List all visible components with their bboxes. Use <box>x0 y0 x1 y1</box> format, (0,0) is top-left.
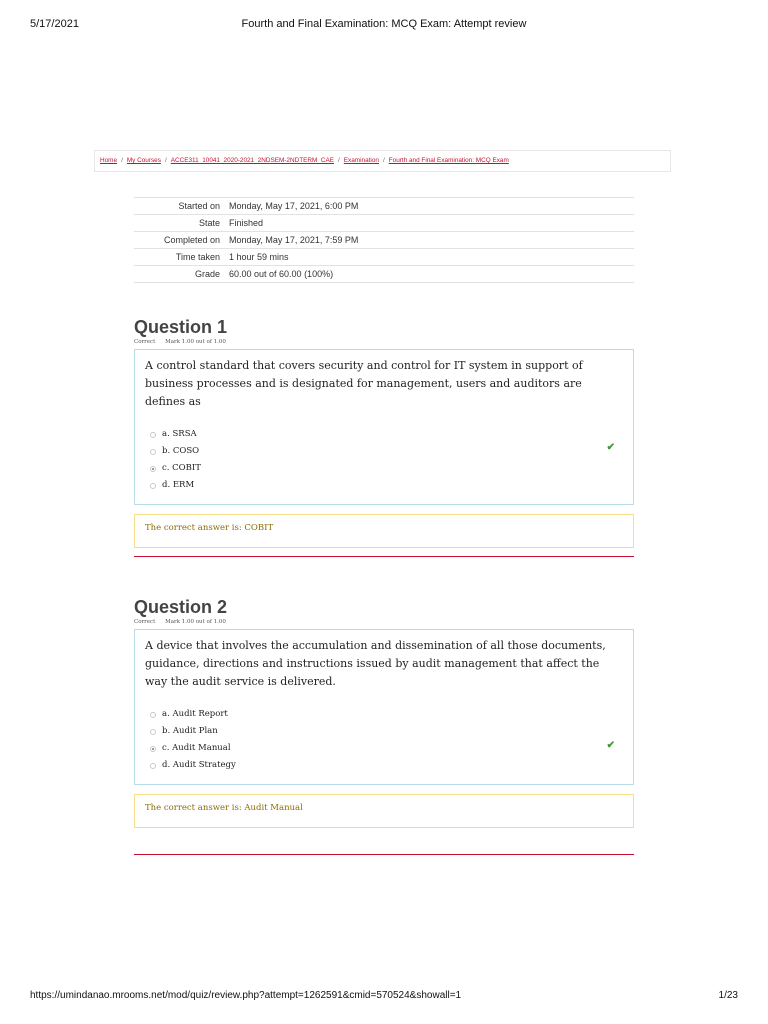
summary-value: Finished <box>229 218 264 228</box>
radio-button[interactable] <box>150 432 156 438</box>
print-footer <box>30 990 738 1002</box>
attempt-summary-table <box>134 197 634 283</box>
print-date: 5/17/2021 <box>30 18 79 30</box>
option-label: a. SRSA <box>162 429 197 439</box>
summary-row-grade <box>134 266 634 283</box>
question-2 <box>134 596 634 828</box>
summary-label: Completed on <box>163 235 220 245</box>
breadcrumb-my-courses[interactable]: My Courses <box>126 157 161 164</box>
breadcrumb-course[interactable]: ACCE311_10041_2020-2021_2NDSEM-2NDTERM_CAE <box>170 157 335 164</box>
question-mark: Mark 1.00 out of 1.00 <box>165 619 226 625</box>
question-info <box>134 619 634 627</box>
breadcrumb-separator: / <box>382 157 385 164</box>
answer-option[interactable] <box>150 426 623 443</box>
correct-answer-feedback: The correct answer is: COBIT <box>134 514 634 548</box>
answer-options <box>150 706 623 774</box>
answer-option[interactable] <box>150 477 623 494</box>
breadcrumb-separator: / <box>164 157 167 164</box>
radio-button[interactable] <box>150 763 156 769</box>
summary-row-completed <box>134 232 634 249</box>
answer-option-selected[interactable] <box>150 740 623 757</box>
breadcrumb-separator: / <box>338 157 340 164</box>
answer-option[interactable] <box>150 443 623 460</box>
summary-value: Monday, May 17, 2021, 7:59 PM <box>229 235 359 245</box>
summary-label: Grade <box>194 269 220 279</box>
answer-options <box>150 426 623 494</box>
option-label: d. ERM <box>162 480 195 490</box>
option-label: b. COSO <box>162 446 200 456</box>
answer-option-selected[interactable] <box>150 460 623 477</box>
print-header <box>30 18 738 32</box>
option-label: c. COBIT <box>162 463 201 473</box>
summary-row-started <box>134 198 634 215</box>
question-content <box>134 349 634 505</box>
question-info <box>134 339 634 347</box>
summary-row-state <box>134 215 634 232</box>
summary-label: State <box>198 218 220 228</box>
question-text: A device that involves the accumulation and dissemination of all those documents, guidance, directions and instructions issued by audit management that affect the way the audit service is delivered. <box>145 639 606 688</box>
answer-option[interactable] <box>150 706 623 723</box>
question-1 <box>134 316 634 548</box>
radio-button[interactable] <box>150 729 156 735</box>
check-icon: ✔ <box>606 442 615 453</box>
radio-button[interactable] <box>150 449 156 455</box>
summary-label: Started on <box>178 201 220 211</box>
option-label: b. Audit Plan <box>162 726 218 736</box>
question-content <box>134 629 634 785</box>
question-divider <box>134 556 634 557</box>
print-title: Fourth and Final Examination: MCQ Exam: Attempt review <box>241 18 527 30</box>
answer-option[interactable] <box>150 757 623 774</box>
option-label: c. Audit Manual <box>162 743 231 753</box>
breadcrumb-home[interactable]: Home <box>100 157 118 164</box>
radio-button[interactable] <box>150 712 156 718</box>
answer-option[interactable] <box>150 723 623 740</box>
summary-row-time-taken <box>134 249 634 266</box>
page-url: https://umindanao.mrooms.net/mod/quiz/review.php?attempt=1262591&cmid=570524&showall=1 <box>30 990 462 1001</box>
question-text: A control standard that covers security and control for IT system in support of business processes and is designated for management, users and auditors are defines as <box>145 359 583 408</box>
question-mark: Mark 1.00 out of 1.00 <box>165 339 226 345</box>
question-divider <box>134 854 634 855</box>
radio-button[interactable] <box>150 483 156 489</box>
radio-button-checked[interactable] <box>150 746 156 752</box>
page-number: 1/23 <box>718 990 738 1001</box>
breadcrumb-examination[interactable]: Examination <box>343 157 379 164</box>
question-title: Question 1 <box>134 317 228 337</box>
question-title: Question 2 <box>134 597 228 617</box>
correct-answer-feedback: The correct answer is: Audit Manual <box>134 794 634 828</box>
breadcrumb <box>94 150 671 172</box>
summary-value: 1 hour 59 mins <box>229 252 289 262</box>
option-label: d. Audit Strategy <box>162 760 236 770</box>
radio-button-checked[interactable] <box>150 466 156 472</box>
breadcrumb-quiz[interactable]: Fourth and Final Examination: MCQ Exam <box>388 157 509 164</box>
option-label: a. Audit Report <box>162 709 228 719</box>
question-status: Correct <box>134 619 156 625</box>
question-status: Correct <box>134 339 156 345</box>
summary-value: Monday, May 17, 2021, 6:00 PM <box>229 201 359 211</box>
summary-value: 60.00 out of 60.00 (100%) <box>229 269 334 279</box>
check-icon: ✔ <box>606 740 615 751</box>
breadcrumb-separator: / <box>121 157 123 164</box>
summary-label: Time taken <box>175 252 220 262</box>
